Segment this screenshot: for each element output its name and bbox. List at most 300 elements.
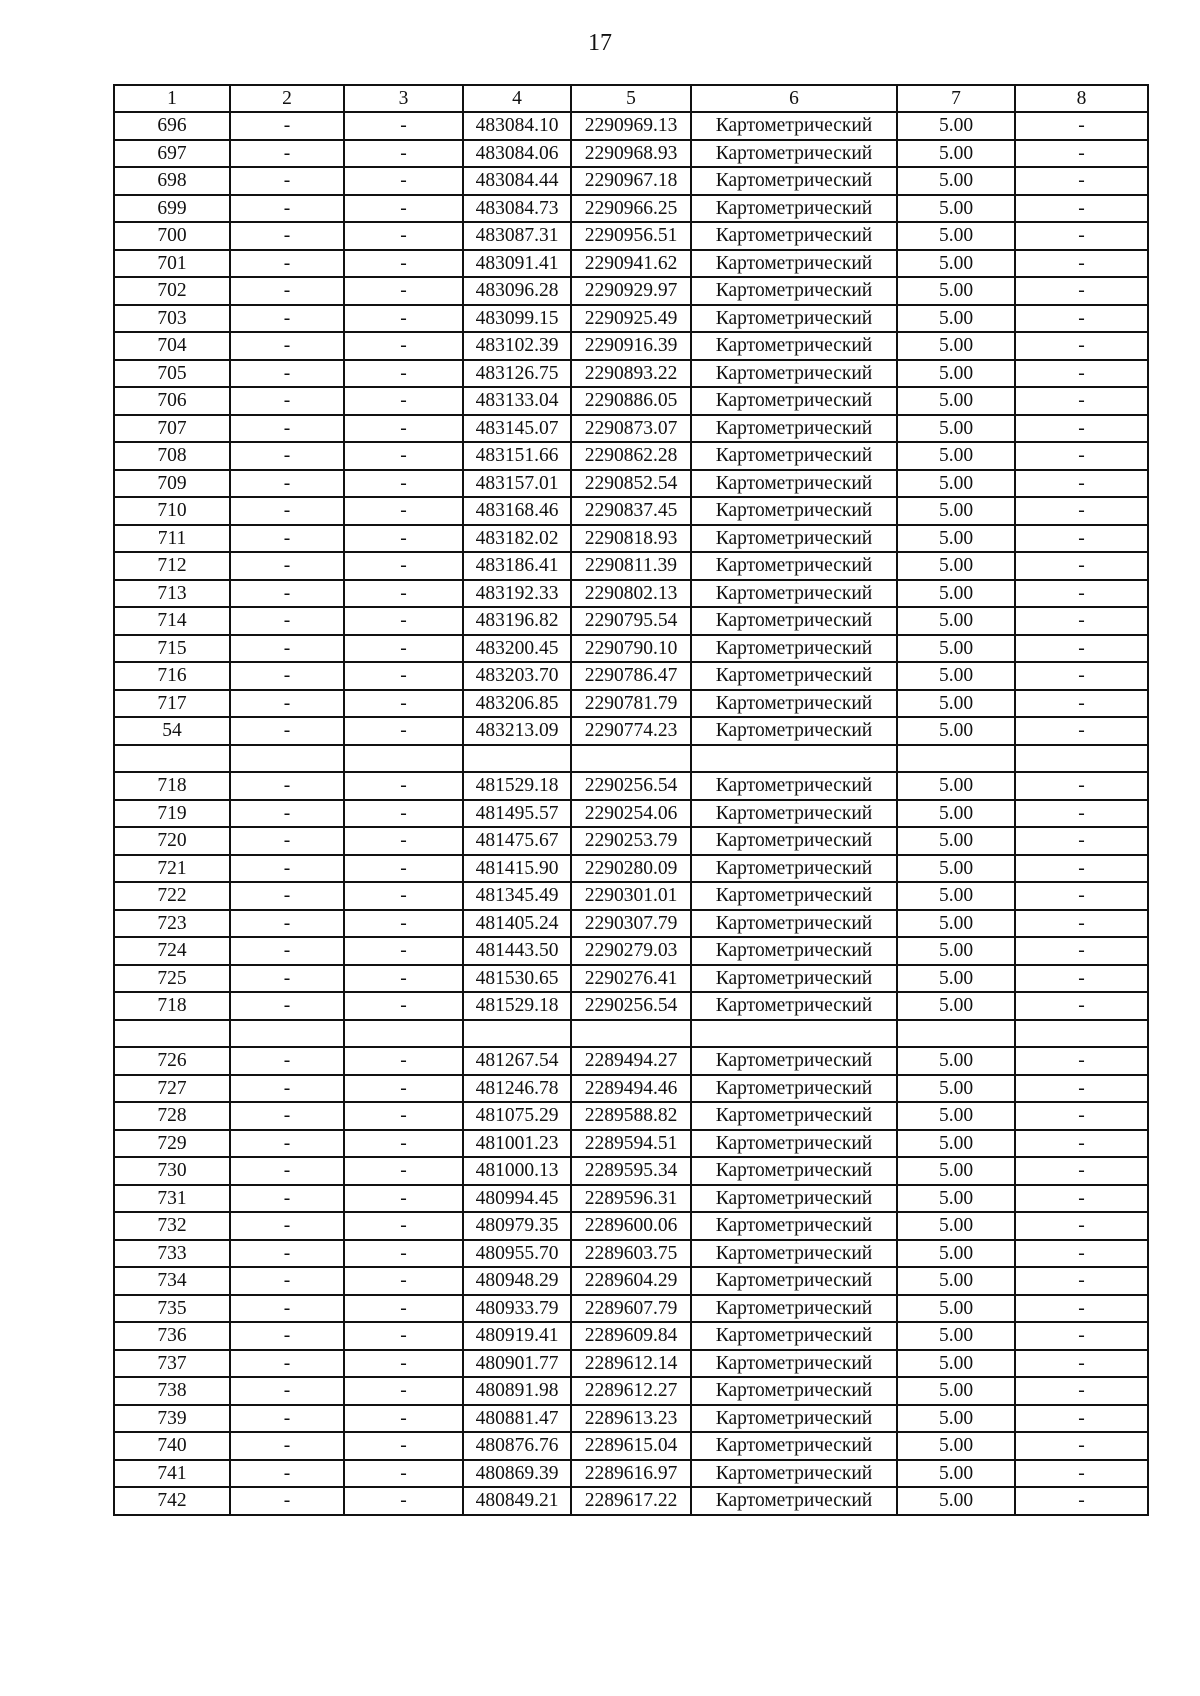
accuracy-cell: 5.00 bbox=[897, 1322, 1015, 1350]
x-coordinate-cell: 483096.28 bbox=[463, 277, 571, 305]
y-coordinate-cell: 2290893.22 bbox=[571, 360, 691, 388]
y-coordinate-cell: 2290966.25 bbox=[571, 195, 691, 223]
col2-cell: - bbox=[230, 305, 344, 333]
col3-cell: - bbox=[344, 1460, 463, 1488]
method-cell: Картометрический bbox=[691, 1295, 897, 1323]
col3-cell: - bbox=[344, 415, 463, 443]
col3-cell: - bbox=[344, 1130, 463, 1158]
col2-cell: - bbox=[230, 992, 344, 1020]
table-row bbox=[114, 1432, 1148, 1460]
table-row bbox=[114, 1075, 1148, 1103]
col3-cell: - bbox=[344, 1047, 463, 1075]
table-row bbox=[114, 1267, 1148, 1295]
col2-cell: - bbox=[230, 525, 344, 553]
col3-cell: - bbox=[344, 250, 463, 278]
col8-cell: - bbox=[1015, 717, 1148, 745]
accuracy-cell: 5.00 bbox=[897, 1075, 1015, 1103]
method-cell: Картометрический bbox=[691, 1075, 897, 1103]
col3-cell: - bbox=[344, 525, 463, 553]
method-cell: Картометрический bbox=[691, 497, 897, 525]
point-number-cell bbox=[114, 1020, 230, 1048]
table-row bbox=[114, 910, 1148, 938]
table-row bbox=[114, 112, 1148, 140]
point-number-cell: 739 bbox=[114, 1405, 230, 1433]
col8-cell: - bbox=[1015, 525, 1148, 553]
x-coordinate-cell bbox=[463, 745, 571, 773]
x-coordinate-cell: 481405.24 bbox=[463, 910, 571, 938]
method-cell: Картометрический bbox=[691, 112, 897, 140]
accuracy-cell: 5.00 bbox=[897, 1295, 1015, 1323]
method-cell: Картометрический bbox=[691, 772, 897, 800]
col8-cell bbox=[1015, 745, 1148, 773]
method-cell: Картометрический bbox=[691, 1460, 897, 1488]
accuracy-cell: 5.00 bbox=[897, 1157, 1015, 1185]
method-cell: Картометрический bbox=[691, 250, 897, 278]
method-cell: Картометрический bbox=[691, 1322, 897, 1350]
col3-cell: - bbox=[344, 1075, 463, 1103]
table-row bbox=[114, 1130, 1148, 1158]
point-number-cell: 702 bbox=[114, 277, 230, 305]
col2-cell: - bbox=[230, 332, 344, 360]
col2-cell: - bbox=[230, 1047, 344, 1075]
col8-cell: - bbox=[1015, 772, 1148, 800]
x-coordinate-cell: 483192.33 bbox=[463, 580, 571, 608]
point-number-cell: 728 bbox=[114, 1102, 230, 1130]
method-cell: Картометрический bbox=[691, 387, 897, 415]
table-row bbox=[114, 1102, 1148, 1130]
method-cell: Картометрический bbox=[691, 1405, 897, 1433]
point-number-cell: 742 bbox=[114, 1487, 230, 1515]
table-body bbox=[114, 112, 1148, 1515]
y-coordinate-cell: 2290774.23 bbox=[571, 717, 691, 745]
col8-cell: - bbox=[1015, 827, 1148, 855]
col3-cell: - bbox=[344, 910, 463, 938]
col2-cell: - bbox=[230, 937, 344, 965]
accuracy-cell: 5.00 bbox=[897, 937, 1015, 965]
method-cell: Картометрический bbox=[691, 855, 897, 883]
method-cell: Картометрический bbox=[691, 635, 897, 663]
table-row bbox=[114, 1185, 1148, 1213]
point-number-cell: 704 bbox=[114, 332, 230, 360]
method-cell: Картометрический bbox=[691, 360, 897, 388]
x-coordinate-cell: 483157.01 bbox=[463, 470, 571, 498]
col2-cell: - bbox=[230, 497, 344, 525]
point-number-cell: 717 bbox=[114, 690, 230, 718]
col8-cell: - bbox=[1015, 1295, 1148, 1323]
table-row bbox=[114, 442, 1148, 470]
col8-cell: - bbox=[1015, 195, 1148, 223]
point-number-cell: 711 bbox=[114, 525, 230, 553]
method-cell: Картометрический bbox=[691, 1185, 897, 1213]
table-row bbox=[114, 222, 1148, 250]
col3-cell: - bbox=[344, 635, 463, 663]
y-coordinate-cell: 2290873.07 bbox=[571, 415, 691, 443]
column-header: 2 bbox=[230, 85, 344, 112]
table-row bbox=[114, 1322, 1148, 1350]
page-number: 17 bbox=[588, 30, 612, 56]
point-number-cell: 700 bbox=[114, 222, 230, 250]
col2-cell: - bbox=[230, 662, 344, 690]
point-number-cell: 716 bbox=[114, 662, 230, 690]
y-coordinate-cell: 2290802.13 bbox=[571, 580, 691, 608]
col2-cell: - bbox=[230, 1350, 344, 1378]
point-number-cell: 718 bbox=[114, 772, 230, 800]
method-cell: Картометрический bbox=[691, 167, 897, 195]
col2-cell: - bbox=[230, 855, 344, 883]
col3-cell: - bbox=[344, 965, 463, 993]
method-cell: Картометрический bbox=[691, 222, 897, 250]
y-coordinate-cell: 2289600.06 bbox=[571, 1212, 691, 1240]
x-coordinate-cell: 483200.45 bbox=[463, 635, 571, 663]
col3-cell: - bbox=[344, 882, 463, 910]
x-coordinate-cell: 480994.45 bbox=[463, 1185, 571, 1213]
accuracy-cell: 5.00 bbox=[897, 1047, 1015, 1075]
point-number-cell: 699 bbox=[114, 195, 230, 223]
y-coordinate-cell: 2290925.49 bbox=[571, 305, 691, 333]
y-coordinate-cell: 2289594.51 bbox=[571, 1130, 691, 1158]
col2-cell: - bbox=[230, 1267, 344, 1295]
col3-cell: - bbox=[344, 1267, 463, 1295]
y-coordinate-cell: 2290886.05 bbox=[571, 387, 691, 415]
col2-cell: - bbox=[230, 250, 344, 278]
table-row bbox=[114, 525, 1148, 553]
x-coordinate-cell: 483151.66 bbox=[463, 442, 571, 470]
col8-cell: - bbox=[1015, 332, 1148, 360]
y-coordinate-cell: 2290781.79 bbox=[571, 690, 691, 718]
col8-cell: - bbox=[1015, 277, 1148, 305]
y-coordinate-cell: 2289588.82 bbox=[571, 1102, 691, 1130]
col3-cell bbox=[344, 745, 463, 773]
y-coordinate-cell: 2290811.39 bbox=[571, 552, 691, 580]
col2-cell bbox=[230, 1020, 344, 1048]
method-cell: Картометрический bbox=[691, 1212, 897, 1240]
coordinates-table bbox=[113, 84, 1149, 1516]
table-row bbox=[114, 1240, 1148, 1268]
table-row bbox=[114, 1295, 1148, 1323]
accuracy-cell: 5.00 bbox=[897, 277, 1015, 305]
x-coordinate-cell: 480891.98 bbox=[463, 1377, 571, 1405]
table-row bbox=[114, 387, 1148, 415]
table-row bbox=[114, 607, 1148, 635]
table-row bbox=[114, 855, 1148, 883]
col8-cell: - bbox=[1015, 387, 1148, 415]
accuracy-cell: 5.00 bbox=[897, 1185, 1015, 1213]
col8-cell: - bbox=[1015, 1405, 1148, 1433]
point-number-cell: 733 bbox=[114, 1240, 230, 1268]
accuracy-cell: 5.00 bbox=[897, 415, 1015, 443]
method-cell: Картометрический bbox=[691, 937, 897, 965]
col8-cell: - bbox=[1015, 1460, 1148, 1488]
method-cell: Картометрический bbox=[691, 1377, 897, 1405]
point-number-cell: 731 bbox=[114, 1185, 230, 1213]
y-coordinate-cell: 2289616.97 bbox=[571, 1460, 691, 1488]
table-row bbox=[114, 1212, 1148, 1240]
table-row bbox=[114, 332, 1148, 360]
accuracy-cell: 5.00 bbox=[897, 910, 1015, 938]
accuracy-cell: 5.00 bbox=[897, 662, 1015, 690]
col8-cell: - bbox=[1015, 360, 1148, 388]
accuracy-cell: 5.00 bbox=[897, 360, 1015, 388]
accuracy-cell: 5.00 bbox=[897, 1487, 1015, 1515]
table-row bbox=[114, 580, 1148, 608]
table-row bbox=[114, 1350, 1148, 1378]
col8-cell: - bbox=[1015, 470, 1148, 498]
col3-cell: - bbox=[344, 222, 463, 250]
col2-cell: - bbox=[230, 1377, 344, 1405]
method-cell: Картометрический bbox=[691, 277, 897, 305]
accuracy-cell: 5.00 bbox=[897, 470, 1015, 498]
accuracy-cell bbox=[897, 745, 1015, 773]
y-coordinate-cell: 2290941.62 bbox=[571, 250, 691, 278]
method-cell: Картометрический bbox=[691, 580, 897, 608]
y-coordinate-cell: 2290253.79 bbox=[571, 827, 691, 855]
table-row bbox=[114, 635, 1148, 663]
x-coordinate-cell: 480955.70 bbox=[463, 1240, 571, 1268]
x-coordinate-cell: 480901.77 bbox=[463, 1350, 571, 1378]
col2-cell: - bbox=[230, 1185, 344, 1213]
y-coordinate-cell: 2289604.29 bbox=[571, 1267, 691, 1295]
x-coordinate-cell: 480933.79 bbox=[463, 1295, 571, 1323]
col8-cell: - bbox=[1015, 992, 1148, 1020]
col3-cell: - bbox=[344, 690, 463, 718]
col8-cell: - bbox=[1015, 855, 1148, 883]
col8-cell: - bbox=[1015, 222, 1148, 250]
col8-cell: - bbox=[1015, 1432, 1148, 1460]
column-header: 1 bbox=[114, 85, 230, 112]
column-header: 7 bbox=[897, 85, 1015, 112]
method-cell: Картометрический bbox=[691, 800, 897, 828]
x-coordinate-cell: 483099.15 bbox=[463, 305, 571, 333]
y-coordinate-cell: 2290256.54 bbox=[571, 772, 691, 800]
y-coordinate-cell: 2290837.45 bbox=[571, 497, 691, 525]
accuracy-cell: 5.00 bbox=[897, 442, 1015, 470]
accuracy-cell: 5.00 bbox=[897, 1350, 1015, 1378]
point-number-cell: 706 bbox=[114, 387, 230, 415]
table-row bbox=[114, 800, 1148, 828]
table-row bbox=[114, 250, 1148, 278]
col2-cell: - bbox=[230, 167, 344, 195]
col8-cell: - bbox=[1015, 1157, 1148, 1185]
table-row bbox=[114, 745, 1148, 773]
method-cell: Картометрический bbox=[691, 992, 897, 1020]
col3-cell: - bbox=[344, 195, 463, 223]
point-number-cell: 727 bbox=[114, 1075, 230, 1103]
y-coordinate-cell: 2290929.97 bbox=[571, 277, 691, 305]
col3-cell: - bbox=[344, 1295, 463, 1323]
col2-cell: - bbox=[230, 1322, 344, 1350]
point-number-cell: 721 bbox=[114, 855, 230, 883]
y-coordinate-cell: 2290968.93 bbox=[571, 140, 691, 168]
table-row bbox=[114, 305, 1148, 333]
table-row bbox=[114, 1157, 1148, 1185]
x-coordinate-cell: 481443.50 bbox=[463, 937, 571, 965]
point-number-cell: 726 bbox=[114, 1047, 230, 1075]
col8-cell: - bbox=[1015, 140, 1148, 168]
col2-cell: - bbox=[230, 112, 344, 140]
accuracy-cell: 5.00 bbox=[897, 992, 1015, 1020]
col2-cell: - bbox=[230, 882, 344, 910]
col2-cell: - bbox=[230, 1075, 344, 1103]
col8-cell: - bbox=[1015, 662, 1148, 690]
table-row bbox=[114, 662, 1148, 690]
point-number-cell: 736 bbox=[114, 1322, 230, 1350]
col8-cell: - bbox=[1015, 800, 1148, 828]
method-cell: Картометрический bbox=[691, 690, 897, 718]
method-cell: Картометрический bbox=[691, 140, 897, 168]
y-coordinate-cell: 2290254.06 bbox=[571, 800, 691, 828]
col8-cell: - bbox=[1015, 305, 1148, 333]
accuracy-cell: 5.00 bbox=[897, 717, 1015, 745]
x-coordinate-cell: 481415.90 bbox=[463, 855, 571, 883]
col8-cell: - bbox=[1015, 1240, 1148, 1268]
table-row bbox=[114, 360, 1148, 388]
accuracy-cell: 5.00 bbox=[897, 827, 1015, 855]
y-coordinate-cell: 2290307.79 bbox=[571, 910, 691, 938]
y-coordinate-cell bbox=[571, 1020, 691, 1048]
col8-cell: - bbox=[1015, 1350, 1148, 1378]
col2-cell: - bbox=[230, 222, 344, 250]
col3-cell: - bbox=[344, 332, 463, 360]
col3-cell: - bbox=[344, 1322, 463, 1350]
col8-cell: - bbox=[1015, 1185, 1148, 1213]
col3-cell: - bbox=[344, 937, 463, 965]
col2-cell: - bbox=[230, 965, 344, 993]
table-header-row bbox=[114, 85, 1148, 112]
col8-cell: - bbox=[1015, 112, 1148, 140]
column-header: 3 bbox=[344, 85, 463, 112]
x-coordinate-cell bbox=[463, 1020, 571, 1048]
col2-cell: - bbox=[230, 140, 344, 168]
x-coordinate-cell: 481345.49 bbox=[463, 882, 571, 910]
col2-cell: - bbox=[230, 415, 344, 443]
col8-cell: - bbox=[1015, 882, 1148, 910]
x-coordinate-cell: 480979.35 bbox=[463, 1212, 571, 1240]
col2-cell: - bbox=[230, 580, 344, 608]
col3-cell: - bbox=[344, 717, 463, 745]
accuracy-cell: 5.00 bbox=[897, 250, 1015, 278]
method-cell: Картометрический bbox=[691, 1102, 897, 1130]
x-coordinate-cell: 483084.10 bbox=[463, 112, 571, 140]
col2-cell: - bbox=[230, 827, 344, 855]
col2-cell: - bbox=[230, 1157, 344, 1185]
accuracy-cell: 5.00 bbox=[897, 497, 1015, 525]
accuracy-cell: 5.00 bbox=[897, 1377, 1015, 1405]
point-number-cell: 738 bbox=[114, 1377, 230, 1405]
x-coordinate-cell: 480919.41 bbox=[463, 1322, 571, 1350]
point-number-cell: 723 bbox=[114, 910, 230, 938]
x-coordinate-cell: 483133.04 bbox=[463, 387, 571, 415]
col2-cell: - bbox=[230, 1102, 344, 1130]
accuracy-cell: 5.00 bbox=[897, 195, 1015, 223]
col3-cell: - bbox=[344, 1377, 463, 1405]
col2-cell: - bbox=[230, 1487, 344, 1515]
table-row bbox=[114, 992, 1148, 1020]
x-coordinate-cell: 480948.29 bbox=[463, 1267, 571, 1295]
point-number-cell: 732 bbox=[114, 1212, 230, 1240]
table-row bbox=[114, 965, 1148, 993]
col8-cell bbox=[1015, 1020, 1148, 1048]
column-header: 6 bbox=[691, 85, 897, 112]
y-coordinate-cell: 2290280.09 bbox=[571, 855, 691, 883]
table-row bbox=[114, 1020, 1148, 1048]
col8-cell: - bbox=[1015, 1212, 1148, 1240]
col3-cell: - bbox=[344, 387, 463, 415]
point-number-cell: 719 bbox=[114, 800, 230, 828]
col8-cell: - bbox=[1015, 250, 1148, 278]
col2-cell: - bbox=[230, 470, 344, 498]
point-number-cell: 722 bbox=[114, 882, 230, 910]
point-number-cell: 718 bbox=[114, 992, 230, 1020]
col3-cell: - bbox=[344, 580, 463, 608]
x-coordinate-cell: 483102.39 bbox=[463, 332, 571, 360]
method-cell bbox=[691, 1020, 897, 1048]
column-header: 8 bbox=[1015, 85, 1148, 112]
col2-cell: - bbox=[230, 552, 344, 580]
col2-cell: - bbox=[230, 195, 344, 223]
x-coordinate-cell: 483196.82 bbox=[463, 607, 571, 635]
y-coordinate-cell: 2290279.03 bbox=[571, 937, 691, 965]
point-number-cell: 720 bbox=[114, 827, 230, 855]
point-number-cell: 697 bbox=[114, 140, 230, 168]
accuracy-cell: 5.00 bbox=[897, 607, 1015, 635]
y-coordinate-cell: 2290916.39 bbox=[571, 332, 691, 360]
column-header: 5 bbox=[571, 85, 691, 112]
table-row bbox=[114, 415, 1148, 443]
col3-cell: - bbox=[344, 140, 463, 168]
col3-cell: - bbox=[344, 800, 463, 828]
y-coordinate-cell: 2289612.14 bbox=[571, 1350, 691, 1378]
table-row bbox=[114, 470, 1148, 498]
accuracy-cell: 5.00 bbox=[897, 690, 1015, 718]
table-row bbox=[114, 717, 1148, 745]
y-coordinate-cell: 2290967.18 bbox=[571, 167, 691, 195]
col3-cell: - bbox=[344, 112, 463, 140]
col2-cell: - bbox=[230, 1212, 344, 1240]
col3-cell: - bbox=[344, 772, 463, 800]
col3-cell bbox=[344, 1020, 463, 1048]
col8-cell: - bbox=[1015, 1322, 1148, 1350]
method-cell: Картометрический bbox=[691, 1157, 897, 1185]
col8-cell: - bbox=[1015, 607, 1148, 635]
accuracy-cell: 5.00 bbox=[897, 1460, 1015, 1488]
table-row bbox=[114, 277, 1148, 305]
method-cell: Картометрический bbox=[691, 1130, 897, 1158]
col3-cell: - bbox=[344, 1157, 463, 1185]
col8-cell: - bbox=[1015, 442, 1148, 470]
col3-cell: - bbox=[344, 360, 463, 388]
accuracy-cell: 5.00 bbox=[897, 1130, 1015, 1158]
point-number-cell: 698 bbox=[114, 167, 230, 195]
method-cell: Картометрический bbox=[691, 1487, 897, 1515]
y-coordinate-cell: 2289596.31 bbox=[571, 1185, 691, 1213]
accuracy-cell: 5.00 bbox=[897, 855, 1015, 883]
table-row bbox=[114, 1377, 1148, 1405]
x-coordinate-cell: 483145.07 bbox=[463, 415, 571, 443]
y-coordinate-cell: 2289617.22 bbox=[571, 1487, 691, 1515]
y-coordinate-cell: 2290276.41 bbox=[571, 965, 691, 993]
x-coordinate-cell: 481075.29 bbox=[463, 1102, 571, 1130]
method-cell: Картометрический bbox=[691, 910, 897, 938]
col8-cell: - bbox=[1015, 167, 1148, 195]
table-row bbox=[114, 167, 1148, 195]
col3-cell: - bbox=[344, 277, 463, 305]
method-cell: Картометрический bbox=[691, 882, 897, 910]
y-coordinate-cell bbox=[571, 745, 691, 773]
col2-cell: - bbox=[230, 800, 344, 828]
accuracy-cell: 5.00 bbox=[897, 552, 1015, 580]
y-coordinate-cell: 2290969.13 bbox=[571, 112, 691, 140]
col3-cell: - bbox=[344, 855, 463, 883]
